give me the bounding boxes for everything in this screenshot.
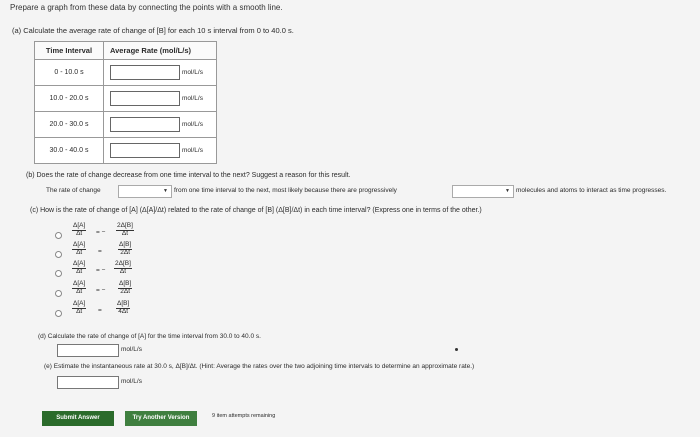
rates-table xyxy=(34,41,217,164)
intro-text: Prepare a graph from these data by connecting the points with a smooth line. xyxy=(10,3,283,12)
unit-label: mol/L/s xyxy=(182,121,203,128)
option-radio-2[interactable] xyxy=(55,251,62,258)
table-row xyxy=(35,138,217,164)
option-1-right: $\frac{2\Delta[B]}{\Delta t}$ xyxy=(117,222,133,237)
part-d-input[interactable] xyxy=(57,344,119,357)
option-1-left: $\frac{\Delta[A]}{\Delta t}$ xyxy=(73,222,86,237)
chevron-down-icon: ▼ xyxy=(505,188,510,194)
unit-label: mol/L/s xyxy=(182,147,203,154)
option-4-left: $\frac{\Delta[A]}{\Delta t}$ xyxy=(73,280,86,295)
option-radio-3[interactable] xyxy=(55,270,62,277)
option-radio-1[interactable] xyxy=(55,232,62,239)
part-b-line-start: The rate of change xyxy=(46,187,101,194)
part-d-unit: mol/L/s xyxy=(121,346,142,353)
chevron-down-icon: ▼ xyxy=(163,188,168,194)
unit-label: mol/L/s xyxy=(182,95,203,102)
part-e-unit: mol/L/s xyxy=(121,378,142,385)
option-3-right: $\frac{2\Delta[B]}{\Delta t}$ xyxy=(115,260,131,275)
option-4-eq: = − xyxy=(96,287,106,294)
part-a-prompt: (a) Calculate the average rate of change of [B] for each 10 s interval from 0 to 40.0 s. xyxy=(12,26,294,35)
rate-input-2[interactable] xyxy=(110,91,180,106)
option-5-left: $\frac{\Delta[A]}{\Delta t}$ xyxy=(73,300,86,315)
rate-input-1[interactable] xyxy=(110,65,180,80)
option-5-eq: = xyxy=(98,307,102,314)
submit-answer-button[interactable]: Submit Answer xyxy=(42,411,114,426)
option-2-eq: = xyxy=(98,248,102,255)
interval-label: 0 - 10.0 s xyxy=(35,60,104,86)
part-b-line-mid: from one time interval to the next, most likely because there are progressively xyxy=(174,187,397,194)
option-2-left: $\frac{\Delta[A]}{\Delta t}$ xyxy=(73,241,86,256)
table-row xyxy=(35,112,217,138)
quantity-dropdown[interactable] xyxy=(452,185,514,198)
unit-label: mol/L/s xyxy=(182,69,203,76)
part-e-prompt: (e) Estimate the instantaneous rate at 30.0 s, Δ[B]/Δt. (Hint: Average the rates over the two adjoining time intervals to determine an approximate rate.) xyxy=(44,363,475,370)
try-another-version-button[interactable]: Try Another Version xyxy=(125,411,197,426)
header-average-rate: Average Rate (mol/L/s) xyxy=(104,42,217,60)
part-c-prompt: (c) How is the rate of change of [A] (Δ[A]/Δt) related to the rate of change of [B] (Δ[B]/Δt) in each time interval? (Express one in terms of the other.) xyxy=(30,207,482,214)
interval-label: 20.0 - 30.0 s xyxy=(35,112,104,138)
option-radio-5[interactable] xyxy=(55,310,62,317)
part-e-input[interactable] xyxy=(57,376,119,389)
table-row xyxy=(35,60,217,86)
option-1-eq: = − xyxy=(96,229,106,236)
option-2-right: $\frac{\Delta[B]}{2\Delta t}$ xyxy=(119,241,132,256)
part-b-prompt: (b) Does the rate of change decrease from one time interval to the next? Suggest a reason for this result. xyxy=(26,172,351,179)
part-d-prompt: (d) Calculate the rate of change of [A] for the time interval from 30.0 to 40.0 s. xyxy=(38,333,261,340)
part-b-line-end: molecules and atoms to interact as time progresses. xyxy=(516,187,667,194)
cursor-dot xyxy=(455,348,458,351)
option-radio-4[interactable] xyxy=(55,290,62,297)
rate-input-4[interactable] xyxy=(110,143,180,158)
option-3-eq: = − xyxy=(96,267,106,274)
interval-label: 30.0 - 40.0 s xyxy=(35,138,104,164)
rate-input-3[interactable] xyxy=(110,117,180,132)
change-dropdown[interactable] xyxy=(118,185,172,198)
table-row xyxy=(35,86,217,112)
option-3-left: $\frac{\Delta[A]}{\Delta t}$ xyxy=(73,260,86,275)
option-4-right: $\frac{\Delta[B]}{2\Delta t}$ xyxy=(119,280,132,295)
header-time-interval: Time Interval xyxy=(35,42,104,60)
interval-label: 10.0 - 20.0 s xyxy=(35,86,104,112)
option-5-right: $\frac{\Delta[B]}{4\Delta t}$ xyxy=(117,300,130,315)
attempts-remaining: 9 item attempts remaining xyxy=(212,413,276,419)
